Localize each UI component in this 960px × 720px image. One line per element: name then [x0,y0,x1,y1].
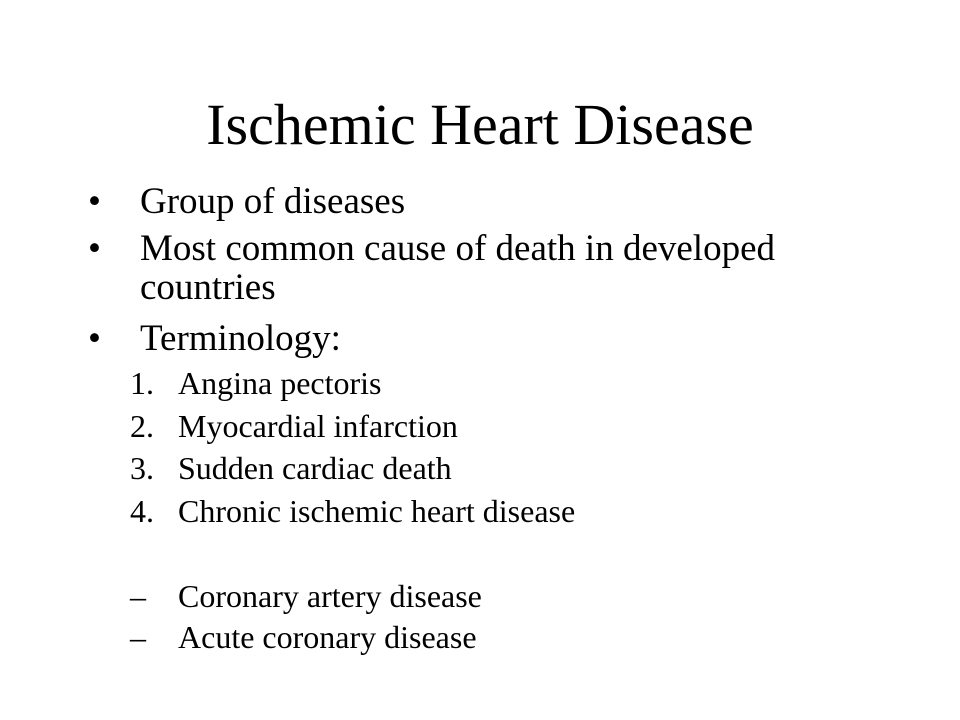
numbered-item-text: Angina pectoris [178,365,382,401]
bullet-text: Terminology: [140,318,341,359]
bullet-text: Most common cause of death in developed countries [140,228,775,308]
numbered-item-text: Sudden cardiac death [178,450,452,486]
dash-item-text: Acute coronary disease [178,619,477,655]
dash-marker: – [130,578,146,614]
bullet-marker: • [88,181,101,222]
slide-title: Ischemic Heart Disease [206,92,754,157]
number-marker: 1. [130,365,154,401]
number-marker: 4. [130,493,154,529]
numbered-item-text: Chronic ischemic heart disease [178,493,576,529]
number-marker: 3. [130,450,154,486]
number-marker: 2. [130,408,154,444]
bullet-marker: • [88,318,101,359]
bullet-marker: • [88,228,101,269]
dash-marker: – [130,619,146,655]
bullet-text: Group of diseases [140,181,406,222]
dash-item-text: Coronary artery disease [178,578,482,614]
numbered-item-text: Myocardial infarction [178,408,458,444]
